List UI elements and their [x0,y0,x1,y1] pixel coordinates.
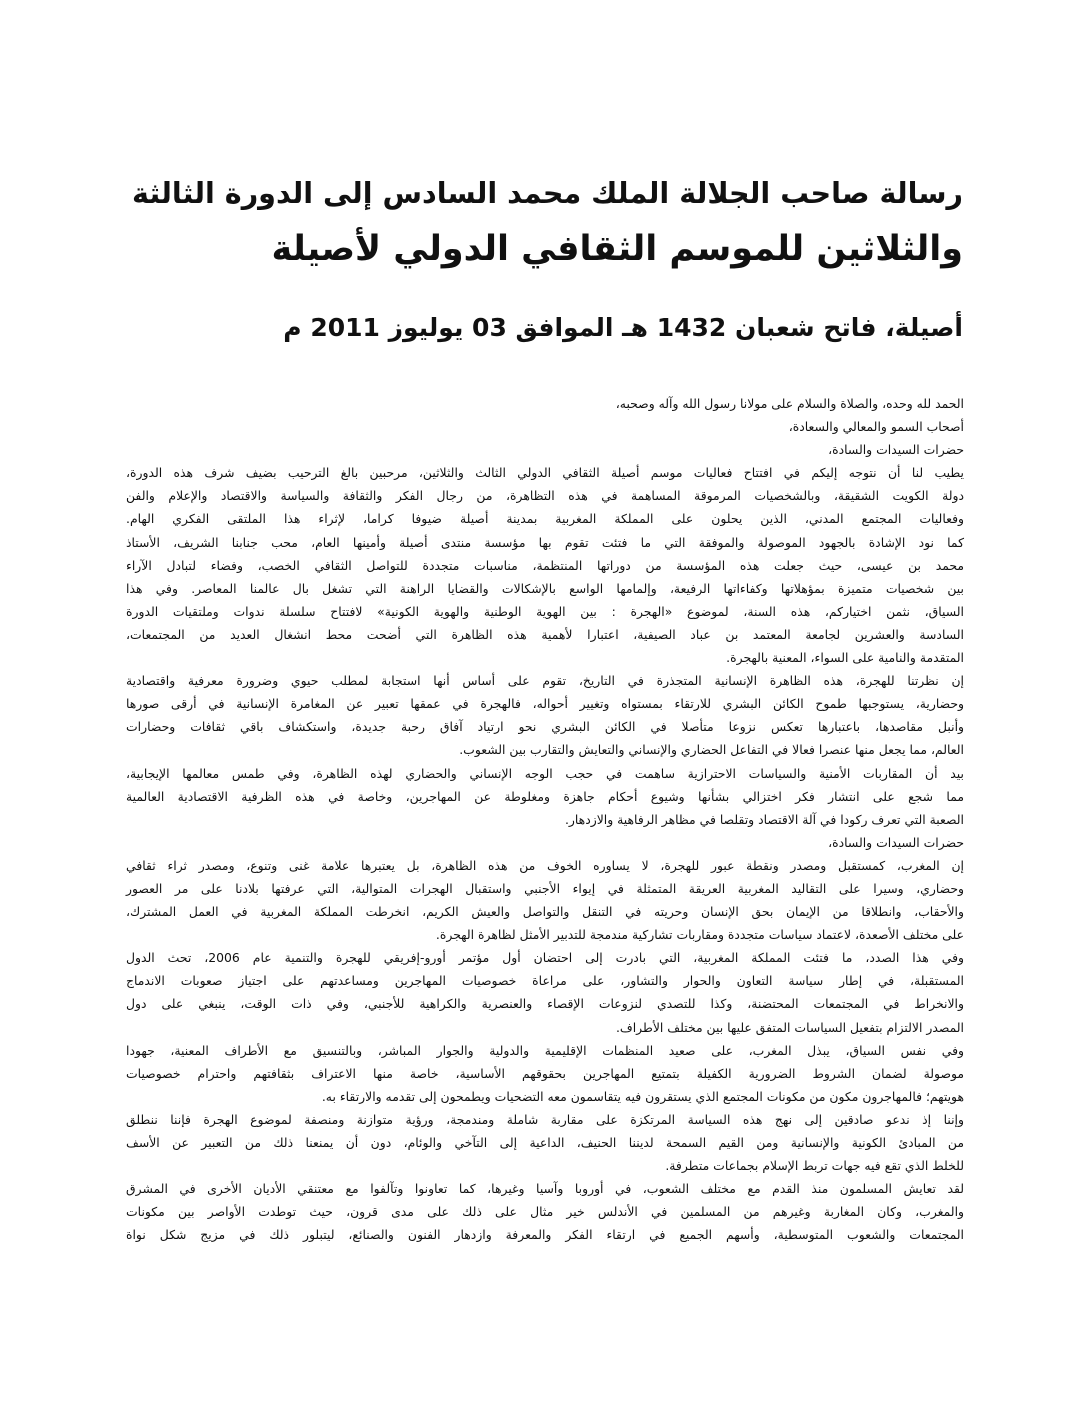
body-line: وفعاليات المجتمع المدني، الذين يحلون على المملكة المغربية بمدينة أصيلة ضيوفا كراما، لإثراء هذا الملتقى الفكري الهام. [126,511,964,527]
body-line: مما شجع على انتشار فكر اختزالي بشأنها وشيوع أحكام جاهزة ومغلوطة عن المهاجرين، وخاصة في هذه الظرفية الاقتصادية العالمية [126,788,964,804]
body-line: العالم، مما يجعل منها عنصرا فعالا في التفاعل الحضاري والإنساني والتعايش والتقارب بين الشعوب. [459,742,964,758]
body-line: وأنبل مقاصدها، باعتبارها تعكس نزوعا متأصلا في الكائن البشري نحو ارتياد آفاق رحبة جديدة، واستكشاف باقي ثقافات وحضارات [126,719,964,735]
body-line: والانخراط في المجتمعات المحتضنة، وكذا للتصدي لنزوعات الإقصاء والعنصرية والكراهية للأجنبي، وفي ذات الوقت، ينبغي على دول [126,996,964,1012]
body-line: وحضارية، يستوجبها طموح الكائن البشري للارتقاء بمستواه وتغيير أحواله، فالهجرة في عمقها تعبير عن المغامرة الإنسانية في أرقى صورها [126,696,964,712]
body-line: من المبادئ الكونية والإنسانية ومن القيم السمحة لديننا الحنيف، الداعية إلى التآخي والوئام، دون أن يمنعنا ذلك من التعبير عن الأسف [126,1135,964,1150]
body-line: يطيب لنا أن نتوجه إليكم في افتتاح فعاليات موسم أصيلة الثقافي الدولي الثالث والثلاثين، مرحبين بالغ الترحيب بضيف شرف هذه الدورة، [126,465,964,481]
body-line: بين شخصيات متميزة بمؤهلاتها وكفاءاتها الرفيعة، وإلمامها الواسع بالإشكالات والقضايا الراهنة التي تشغل بال عالمنا المعاصر. وفي هذا [126,580,964,596]
body-line: وإننا إذ ندعو صادقين إلى نهج هذه السياسة المرتكزة على مقاربة شاملة ومندمجة، ورؤية متوازنة ومنصفة لموضوع الهجرة فإننا ننطلق [126,1111,964,1127]
body-line: إن المغرب، كمستقبل ومصدر ونقطة عبور للهجرة، لا يساوره الخوف من هذه الظاهرة، بل يعتبرها علامة غنى وتنوع، ومصدر ثراء ثقافي [126,857,964,873]
body-line: المصدر الالتزام بتفعيل السياسات المتفق عليها بين مختلف الأطراف. [615,1019,964,1035]
body-line: محمد بن عيسى، حيث جعلت هذه المؤسسة من دوراتها المنتظمة، مناسبات متجددة للتواصل الثقافي الخصب، وفضاء لتبادل الآراء [126,557,964,573]
body-line: المستقبلة، في إطار سياسة التعاون والحوار والتشاور، على مراعاة خصوصيات المهاجرين ومساعدتهم على اجتياز صعوبات الاندماج [126,973,964,989]
body-line: موصولة لضمان الشروط الضرورية الكفيلة بتمتيع المهاجرين بحقوقهم الأساسية، خاصة منها الاعتراف بثقافتهم واحترام خصوصيات [126,1065,964,1081]
body-line: حضرات السيدات والسادة، [828,834,964,850]
body-line: أصحاب السمو والمعالي والسعادة، [788,419,964,435]
body-line: والأحقاب، وانطلاقا من الإيمان بحق الإنسان وحريته في التنقل والتواصل والعيش الكريم، انخرطت المملكة المغربية في العمل المشترك، [126,904,964,920]
body-line: الصعبة التي تعرف ركودا في آلة الاقتصاد وتقلصا في مظاهر الرفاهية والازدهار. [564,811,964,827]
body-line: هويتهم؛ فالمهاجرون مكون من مكونات المجتمع الذي يستقرون فيه يتقاسمون معه التضحيات ويطمحون إلى تقدمه والارتقاء به. [321,1088,964,1104]
dateline: أصيلة، فاتح شعبان 1432 هـ الموافق 03 يوليوز 2011 م [283,313,963,342]
body-line: بيد أن المقاربات الأمنية والسياسات الاحترازية ساهمت في حجب الوجه الإنساني والحضاري لهذه الظاهرة، وفي طمس معالمها الإيجابية، [126,765,964,781]
body-line: وفي هذا الصدد، ما فتئت المملكة المغربية، التي بادرت إلى احتضان أول مؤتمر أورو-إفريقي للهجرة والتنمية عام 2006، تحث الدول [126,950,964,966]
body-line: إن نظرتنا للهجرة، هذه الظاهرة الإنسانية المتجذرة في التاريخ، تقوم على أساس أنها استجابة لمطلب حيوي وضرورة معرفية واقتصادية [126,673,964,689]
body-line: وفي نفس السياق، يبذل المغرب، على صعيد المنظمات الإقليمية والدولية والجوار المباشر، وبالتنسيق مع الأطراف المعنية، جهودا [126,1042,964,1058]
body-line: كما نود الإشادة بالجهود الموصولة والموفقة التي ما فتئت تقوم بها مؤسسة منتدى أصيلة وأمينها العام، محب جنابنا الشريف، الأستاذ [126,534,964,550]
body-line: حضرات السيدات والسادة، [828,442,964,458]
body-line: للخلط الذي تقع فيه جهات تربط الإسلام بجماعات متطرفة. [665,1158,964,1174]
document-title [123,165,963,277]
body-line: الحمد لله وحده، والصلاة والسلام على مولانا رسول الله وآله وصحبه، [615,396,964,411]
body-line: على مختلف الأصعدة، لاعتماد سياسات متجددة ومقاربات تشاركية مندمجة للتدبير الأمثل لظاهرة الهجرة. [435,927,964,943]
title-line-1: رسالة صاحب الجلالة الملك محمد السادس إلى الدورة الثالثة [132,176,963,210]
title-line-2: والثلاثين للموسم الثقافي الدولي لأصيلة [271,229,963,269]
body-line: السادسة والعشرين لجامعة المعتمد بن عباد الصيفية، اعتبارا لأهمية هذه الظاهرة التي أضحت محط انشغال العديد من المجتمعات، [126,626,964,642]
body-line: المجتمعات والشعوب المتوسطية، وأسهم الجميع في ارتقاء الفكر والمعرفة وازدهار الفنون والصنائع، ليتبلور ذلك في مزيج شكل نواة [126,1227,964,1243]
document-body [126,392,964,1246]
body-line: والمغرب، وكان المغاربة وغيرهم من المسلمين في الأندلس خير مثال على ذلك على مدى قرون، حيث توطدت الأواصر بين مكونات [126,1204,964,1220]
body-line: السياق، نثمن اختياركم، هذه السنة، لموضوع «الهجرة : بين الهوية الوطنية والهوية الكونية» لافتتاح سلسلة ندوات وملتقيات الدورة [126,603,964,619]
body-line: المتقدمة والنامية على السواء، المعنية بالهجرة. [726,650,964,666]
body-line: دولة الكويت الشقيقة، وبالشخصيات المرموقة المساهمة في هذه التظاهرة، من رجال الفكر والثقافة والسياسة والاقتصاد والإعلام والفن [126,488,964,504]
body-line: لقد تعايش المسلمون منذ القدم مع مختلف الشعوب، في أوروبا وآسيا وغيرها، كما تعاونوا وتآلفوا مع معتنقي الأديان الأخرى في المشرق [126,1181,964,1197]
body-line: وحضاري، وسيرا على التقاليد المغربية العريقة المتمثلة في إيواء الأجنبي واستقبال الهجرات المتوالية، التي عرفتها بلادنا على مر العصور [126,880,964,896]
